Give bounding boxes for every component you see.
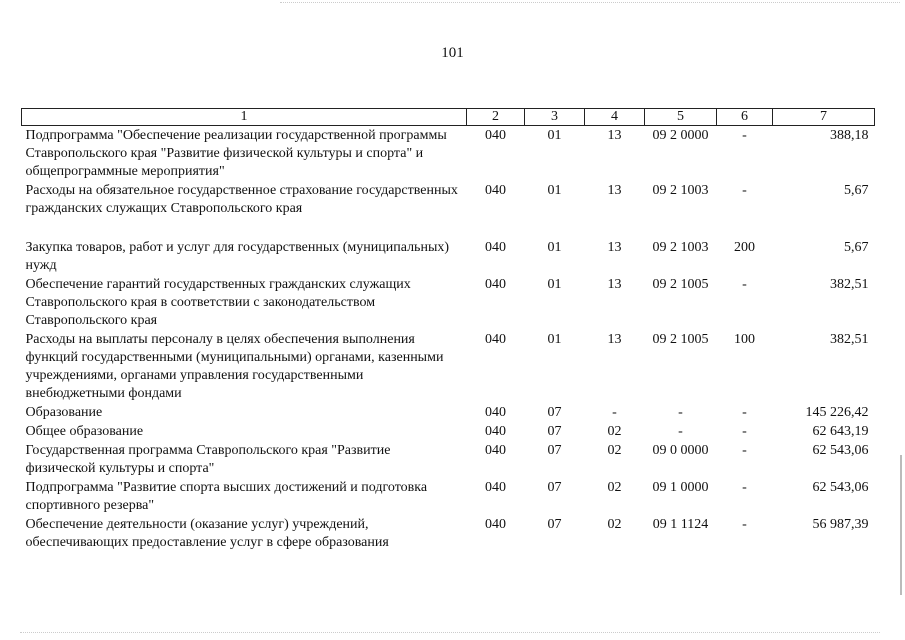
- row-description: Общее образование: [25, 424, 144, 439]
- row-section-code: 01: [547, 128, 562, 143]
- table-row: [22, 515, 875, 552]
- table-header: [22, 109, 875, 126]
- table-row: [22, 275, 875, 330]
- row-subsection-code: 13: [607, 240, 622, 255]
- row-expense-type: -: [742, 183, 747, 198]
- row-expense-type: -: [742, 517, 747, 532]
- row-amount: 62 543,06: [812, 443, 869, 458]
- scan-artifact-side: [900, 455, 902, 595]
- row-section-code: 01: [547, 277, 562, 292]
- row-amount: 145 226,42: [805, 405, 869, 420]
- row-description: Подпрограмма "Развитие спорта высших достижений и подготовка спортивного резерва": [25, 480, 428, 513]
- row-section-code: 07: [547, 480, 562, 495]
- row-subsection-code: 02: [607, 480, 622, 495]
- row-target-code: 09 2 1003: [652, 240, 709, 255]
- budget-table: [21, 108, 875, 552]
- row-target-code: 09 0 0000: [652, 443, 709, 458]
- row-amount: 56 987,39: [812, 517, 869, 532]
- table-row: [22, 330, 875, 403]
- row-target-code: 09 1 1124: [652, 517, 709, 532]
- row-expense-type: -: [742, 277, 747, 292]
- header-col-6: 6: [717, 109, 773, 126]
- header-col-4: 4: [585, 109, 645, 126]
- row-subsection-code: 02: [607, 424, 622, 439]
- row-section-code: 01: [547, 240, 562, 255]
- scan-artifact-top: [280, 2, 900, 5]
- row-section-code: 07: [547, 443, 562, 458]
- row-description: Расходы на обязательное государственное страхование государственных гражданских служащих Ставропольского края: [25, 183, 458, 216]
- page-number: 101: [441, 45, 464, 61]
- row-ministry-code: 040: [485, 424, 506, 439]
- header-col-7: 7: [773, 109, 875, 126]
- row-ministry-code: 040: [485, 128, 506, 143]
- row-amount: 62 543,06: [812, 480, 869, 495]
- row-subsection-code: 02: [607, 443, 622, 458]
- row-description: Обеспечение гарантий государственных гражданских служащих Ставропольского края в соответствии с законодательством Ставропольского края: [25, 277, 411, 328]
- row-target-code: 09 2 1005: [652, 277, 709, 292]
- row-amount: 388,18: [830, 128, 869, 143]
- row-expense-type: -: [742, 480, 747, 495]
- row-expense-type: -: [742, 443, 747, 458]
- header-col-2: 2: [467, 109, 525, 126]
- row-ministry-code: 040: [485, 443, 506, 458]
- row-expense-type: 100: [734, 332, 755, 347]
- row-subsection-code: -: [612, 405, 617, 420]
- row-ministry-code: 040: [485, 480, 506, 495]
- row-amount: 382,51: [830, 332, 869, 347]
- header-row: [22, 109, 875, 126]
- row-ministry-code: 040: [485, 240, 506, 255]
- table-row: [22, 441, 875, 478]
- header-col-5: 5: [645, 109, 717, 126]
- row-subsection-code: 13: [607, 332, 622, 347]
- row-description: Образование: [25, 405, 103, 420]
- table-row: [22, 422, 875, 441]
- row-target-code: 09 1 0000: [652, 480, 709, 495]
- budget-table-wrapper: [21, 108, 874, 552]
- row-description: Обеспечение деятельности (оказание услуг) учреждений, обеспечивающих предоставление услуг в сфере образования: [25, 517, 389, 550]
- row-target-code: 09 2 0000: [652, 128, 709, 143]
- row-amount: 62 643,19: [812, 424, 869, 439]
- row-ministry-code: 040: [485, 517, 506, 532]
- header-col-3: 3: [525, 109, 585, 126]
- table-row: [22, 181, 875, 238]
- table-row: [22, 126, 875, 182]
- row-ministry-code: 040: [485, 183, 506, 198]
- row-amount: 5,67: [844, 240, 869, 255]
- row-section-code: 07: [547, 517, 562, 532]
- row-expense-type: -: [742, 424, 747, 439]
- row-subsection-code: 13: [607, 277, 622, 292]
- row-expense-type: 200: [734, 240, 755, 255]
- row-amount: 5,67: [844, 183, 869, 198]
- table-body: [22, 126, 875, 553]
- row-target-code: 09 2 1003: [652, 183, 709, 198]
- row-subsection-code: 02: [607, 517, 622, 532]
- row-section-code: 07: [547, 405, 562, 420]
- row-expense-type: -: [742, 128, 747, 143]
- row-subsection-code: 13: [607, 128, 622, 143]
- row-description: Расходы на выплаты персоналу в целях обеспечения выполнения функций государственными (муниципальными) органами, казенными учреждениями, органами управления государственными внебюджетными фондами: [25, 332, 444, 401]
- row-expense-type: -: [742, 405, 747, 420]
- row-description: Закупка товаров, работ и услуг для государственных (муниципальных) нужд: [25, 240, 450, 273]
- row-description: Государственная программа Ставропольского края "Развитие физической культуры и спорта": [25, 443, 391, 476]
- table-row: [22, 238, 875, 275]
- row-target-code: 09 2 1005: [652, 332, 709, 347]
- row-target-code: -: [678, 405, 683, 420]
- scan-artifact-bottom: [20, 632, 880, 635]
- row-amount: 382,51: [830, 277, 869, 292]
- row-section-code: 01: [547, 183, 562, 198]
- row-subsection-code: 13: [607, 183, 622, 198]
- row-target-code: -: [678, 424, 683, 439]
- row-description: Подпрограмма "Обеспечение реализации государственной программы Ставропольского края "Развитие физической культуры и спорта" и общепрограммные мероприятия": [25, 128, 447, 179]
- row-ministry-code: 040: [485, 405, 506, 420]
- row-ministry-code: 040: [485, 277, 506, 292]
- row-section-code: 07: [547, 424, 562, 439]
- table-row: [22, 403, 875, 422]
- table-row: [22, 478, 875, 515]
- row-section-code: 01: [547, 332, 562, 347]
- row-ministry-code: 040: [485, 332, 506, 347]
- header-col-1: 1: [22, 109, 467, 126]
